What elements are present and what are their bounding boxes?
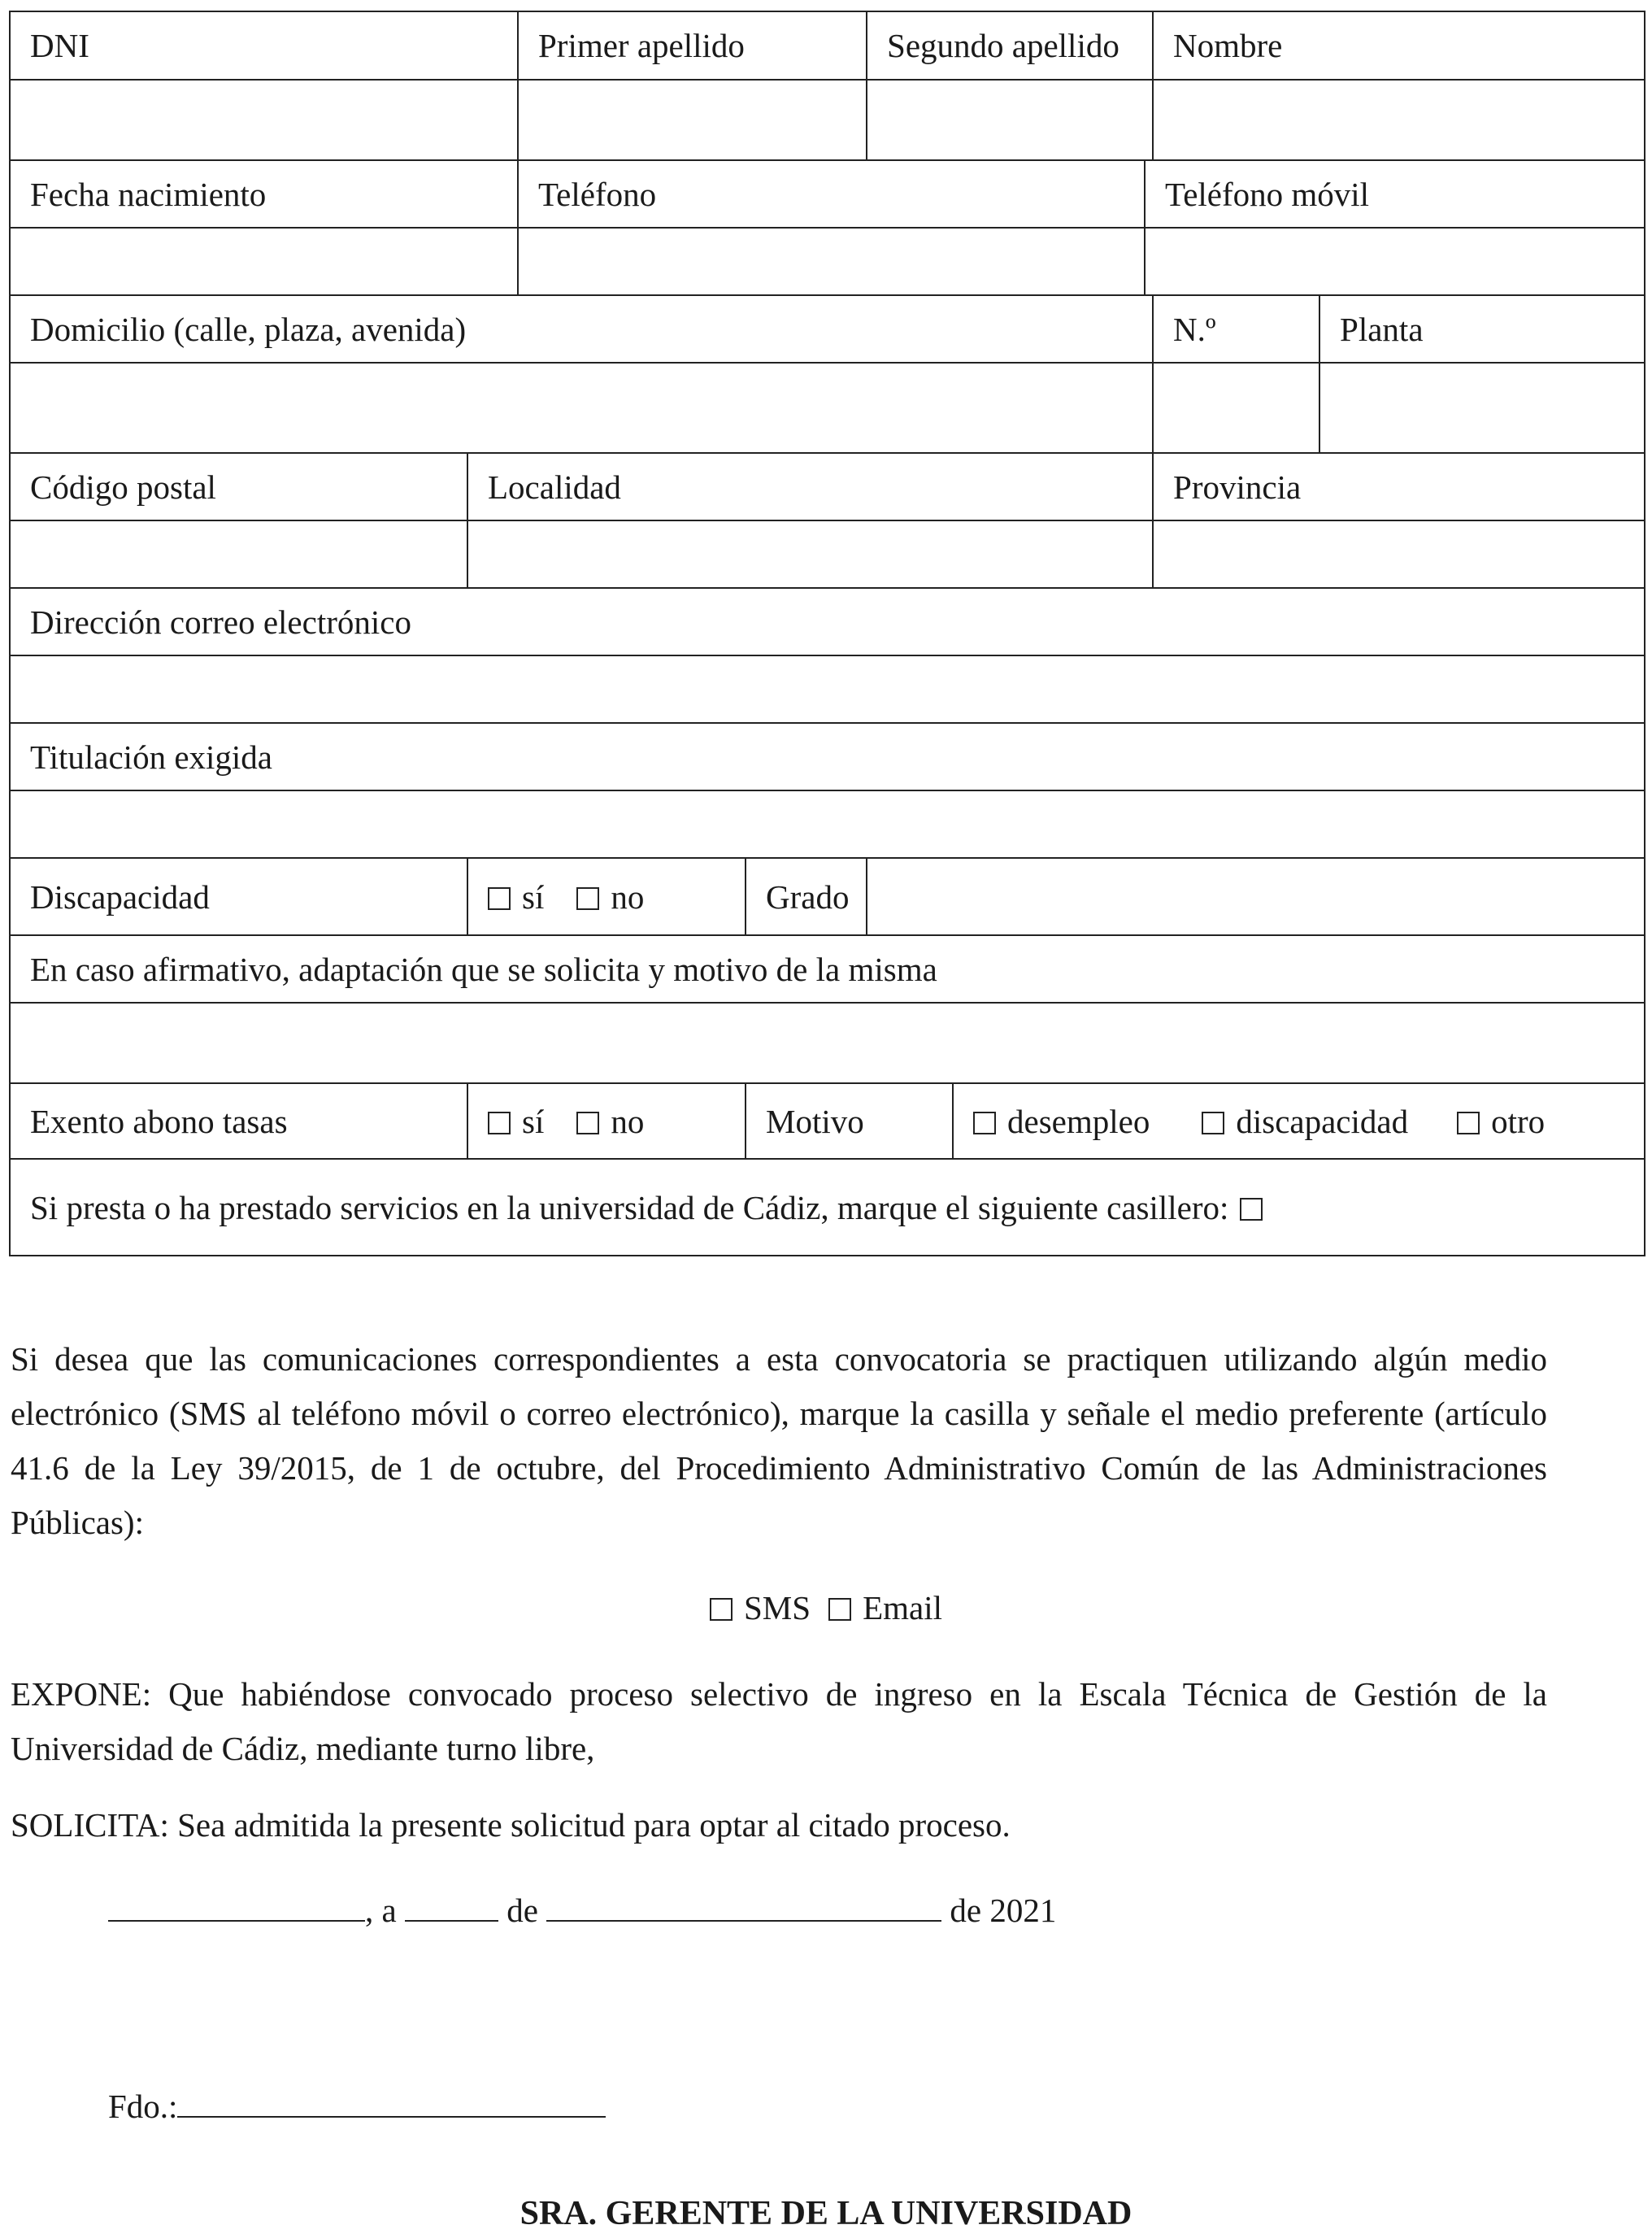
servicios-checkbox[interactable] [1240, 1198, 1263, 1221]
signature-line [108, 2087, 606, 2126]
telefono-movil-label: Teléfono móvil [1145, 160, 1645, 228]
discapacidad-motivo-label: discapacidad [1236, 1102, 1409, 1140]
signature-blank[interactable] [177, 2092, 606, 2118]
exento-no-checkbox[interactable] [576, 1112, 599, 1134]
exento-options [467, 1083, 746, 1159]
planta-label: Planta [1319, 295, 1645, 363]
discapacidad-no-checkbox[interactable] [576, 887, 599, 910]
sms-checkbox[interactable] [710, 1598, 733, 1621]
place-date-line [108, 1891, 1056, 1930]
fecha-nacimiento-field[interactable] [10, 228, 518, 295]
exento-si-checkbox[interactable] [488, 1112, 511, 1134]
titulacion-label: Titulación exigida [10, 723, 1645, 790]
domicilio-label: Domicilio (calle, plaza, avenida) [10, 295, 1153, 363]
email-label: Dirección correo electrónico [10, 588, 1645, 655]
dni-label: DNI [10, 11, 518, 80]
domicilio-field[interactable] [10, 363, 1153, 453]
discapacidad-no-label: no [611, 877, 645, 916]
codigo-postal-label: Código postal [10, 453, 467, 520]
a-text: , a [365, 1892, 397, 1929]
segundo-apellido-field[interactable] [867, 80, 1153, 160]
medio-options [0, 1588, 1652, 1627]
exento-label: Exento abono tasas [10, 1083, 467, 1159]
fdo-label: Fdo.: [108, 2088, 178, 2125]
localidad-label: Localidad [467, 453, 1153, 520]
servicios-label: Si presta o ha prestado servicios en la universidad de Cádiz, marque el siguiente casillero: [30, 1188, 1229, 1226]
motivo-label: Motivo [746, 1083, 953, 1159]
provincia-field[interactable] [1153, 520, 1645, 588]
otro-checkbox[interactable] [1457, 1112, 1480, 1134]
recipient-title: SRA. GERENTE DE LA UNIVERSIDAD [520, 2195, 1132, 2232]
exento-si-label: sí [522, 1102, 545, 1140]
year-text: de 2021 [950, 1892, 1057, 1929]
primer-apellido-field[interactable] [518, 80, 867, 160]
grado-label: Grado [746, 858, 867, 935]
month-blank[interactable] [546, 1896, 941, 1922]
titulacion-field[interactable] [10, 790, 1645, 858]
planta-field[interactable] [1319, 363, 1645, 453]
telefono-label: Teléfono [518, 160, 1145, 228]
desempleo-label: desempleo [1007, 1102, 1150, 1140]
telefono-movil-field[interactable] [1145, 228, 1645, 295]
email-option-label: Email [863, 1589, 942, 1626]
numero-field[interactable] [1153, 363, 1319, 453]
provincia-label: Provincia [1153, 453, 1645, 520]
adaptacion-label: En caso afirmativo, adaptación que se solicita y motivo de la misma [10, 935, 1645, 1003]
nombre-label: Nombre [1153, 11, 1645, 80]
application-form [9, 11, 1645, 1256]
localidad-field[interactable] [467, 520, 1153, 588]
email-checkbox[interactable] [828, 1598, 851, 1621]
telefono-field[interactable] [518, 228, 1145, 295]
sms-label: SMS [744, 1589, 811, 1626]
place-blank[interactable] [108, 1896, 365, 1922]
desempleo-checkbox[interactable] [973, 1112, 996, 1134]
servicios-row [10, 1159, 1645, 1256]
expone-paragraph: EXPONE: Que habiéndose convocado proceso selectivo de ingreso en la Escala Técnica de Gestión de la Universidad de Cádiz, mediante turno libre, [11, 1675, 1547, 1767]
discapacidad-si-label: sí [522, 877, 545, 916]
grado-field[interactable] [867, 858, 1645, 935]
discapacidad-si-checkbox[interactable] [488, 887, 511, 910]
email-field[interactable] [10, 655, 1645, 723]
segundo-apellido-label: Segundo apellido [867, 11, 1153, 80]
de-text: de [506, 1892, 538, 1929]
dni-field[interactable] [10, 80, 518, 160]
primer-apellido-label: Primer apellido [518, 11, 867, 80]
day-blank[interactable] [405, 1896, 498, 1922]
discapacidad-label: Discapacidad [10, 858, 467, 935]
solicita-paragraph: SOLICITA: Sea admitida la presente solicitud para optar al citado proceso. [11, 1806, 1011, 1844]
discapacidad-options [467, 858, 746, 935]
discapacidad-motivo-checkbox[interactable] [1202, 1112, 1224, 1134]
otro-label: otro [1491, 1102, 1545, 1140]
numero-label: N.º [1153, 295, 1319, 363]
fecha-nacimiento-label: Fecha nacimiento [10, 160, 518, 228]
nombre-field[interactable] [1153, 80, 1645, 160]
adaptacion-field[interactable] [10, 1003, 1645, 1083]
comunicaciones-paragraph: Si desea que las comunicaciones correspondientes a esta convocatoria se practiquen utilizando algún medio electrónico (SMS al teléfono móvil o correo electrónico), marque la casilla y señale el medio preferente (artículo 41.6 de la Ley 39/2015, de 1 de octubre, del Procedimiento Administrativo Común de las Administraciones Públicas): [11, 1340, 1547, 1541]
exento-no-label: no [611, 1102, 645, 1140]
codigo-postal-field[interactable] [10, 520, 467, 588]
motivo-options [953, 1083, 1645, 1159]
